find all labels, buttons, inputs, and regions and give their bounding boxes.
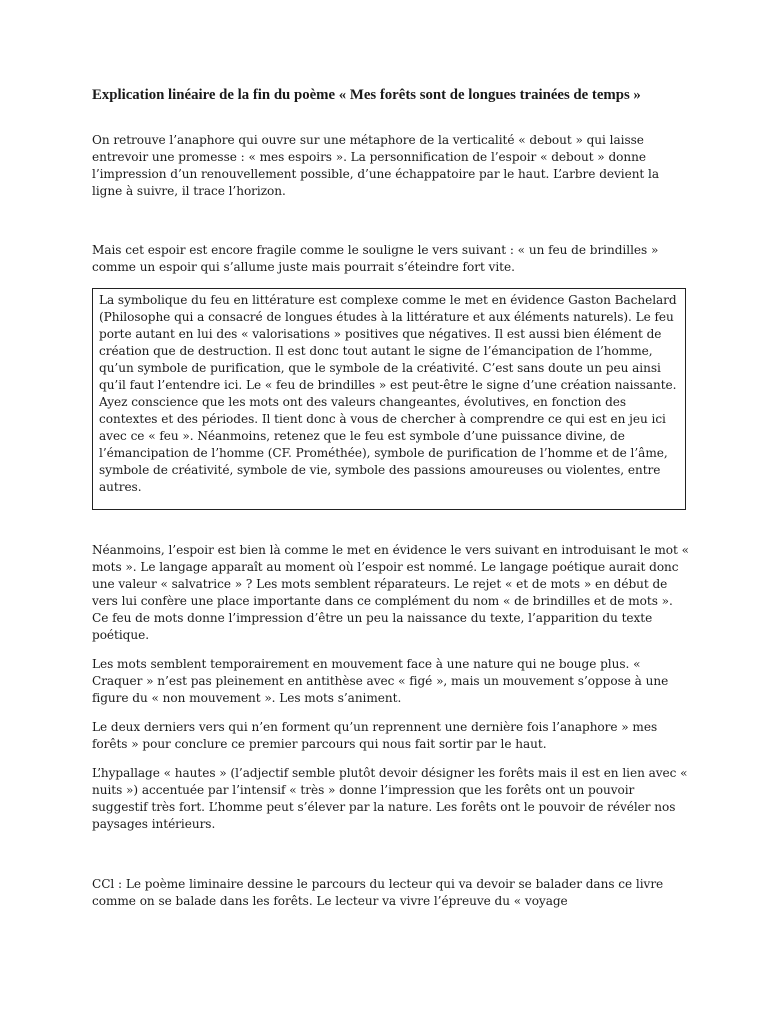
paragraph-anaphore-finale: Le deux derniers vers qui n’en forment qu’un reprennent une dernière fois l’anaphore » mes forêts » pour conclure ce premier parcours qui nous fait sortir par le haut.	[92, 720, 658, 751]
paragraph-hypallage: L’hypallage « hautes » (l’adjectif semble plutôt devoir désigner les forêts mais il est en lien avec « nuits ») accentuée par l’intensif « très » donne l’impression que les forêts ont un pouvoir suggestif très fort. L’homme peut s’élever par la nature. Les forêts ont le pouvoir de révéler nos paysages intérieurs.	[92, 766, 688, 831]
paragraph-mots: Néanmoins, l’espoir est bien là comme le met en évidence le vers suivant en introduisant le mot « mots ». Le langage apparaît au moment où l’espoir est nommé. Le langage poétique aurait donc une valeur « salvatrice » ? Les mots semblent réparateurs. Le rejet « et de mots » en début de vers lui confère une place importante dans ce complément du nom « de brindilles et de mots ». Ce feu de mots donne l’impression d’être un peu la naissance du texte, l’apparition du texte poétique.	[92, 543, 689, 642]
paragraph-espoir-fragile: Mais cet espoir est encore fragile comme le souligne le vers suivant : « un feu de brindilles » comme un espoir qui s’allume juste mais pourrait s’éteindre fort vite.	[92, 243, 659, 274]
paragraph-mouvement: Les mots semblent temporairement en mouvement face à une nature qui ne bouge plus. « Craquer » n’est pas pleinement en antithèse avec « figé », mais un mouvement s’oppose à une figure du « non mouvement ». Les mots s’animent.	[92, 657, 669, 705]
symbolism-box	[92, 288, 686, 510]
paragraph-conclusion: CCl : Le poème liminaire dessine le parcours du lecteur qui va devoir se balader dans ce livre comme on se balade dans les forêts. Le lecteur va vivre l’épreuve du « voyage	[92, 877, 664, 908]
symbolism-box-text: La symbolique du feu en littérature est complexe comme le met en évidence Gaston Bachelard (Philosophe qui a consacré de longues études à la littérature et aux éléments naturels). Le feu porte autant en lui des « valorisations » positives que négatives. Il est aussi bien élément de création que de destruction. Il est donc tout autant le signe de l’émancipation de l’homme, qu’un symbole de purification, que le symbole de la créativité. C’est sans doute un peu ainsi qu’il faut l’entendre ici. Le « feu de brindilles » est peut-être le signe d’une création naissante. Ayez conscience que les mots ont des valeurs changeantes, évolutives, en fonction des contextes et des périodes. Il tient donc à vous de chercher à comprendre ce qui est en jeu ici avec ce « feu ». Néanmoins, retenez que le feu est symbole d’une puissance divine, de l’émancipation de l’homme (CF. Prométhée), symbole de purification de l’homme et de l’âme, symbole de créativité, symbole de vie, symbole des passions amoureuses ou violentes, entre autres.	[99, 293, 677, 494]
document-title: Explication linéaire de la fin du poème « Mes forêts sont de longues trainées de temps »	[92, 87, 641, 103]
paragraph-anaphore: On retrouve l’anaphore qui ouvre sur une métaphore de la verticalité « debout » qui laisse entrevoir une promesse : « mes espoirs ». La personnification de l’espoir « debout » donne l’impression d’un renouvellement possible, d’une échappatoire par le haut. L’arbre devient la ligne à suivre, il trace l’horizon.	[92, 133, 660, 198]
